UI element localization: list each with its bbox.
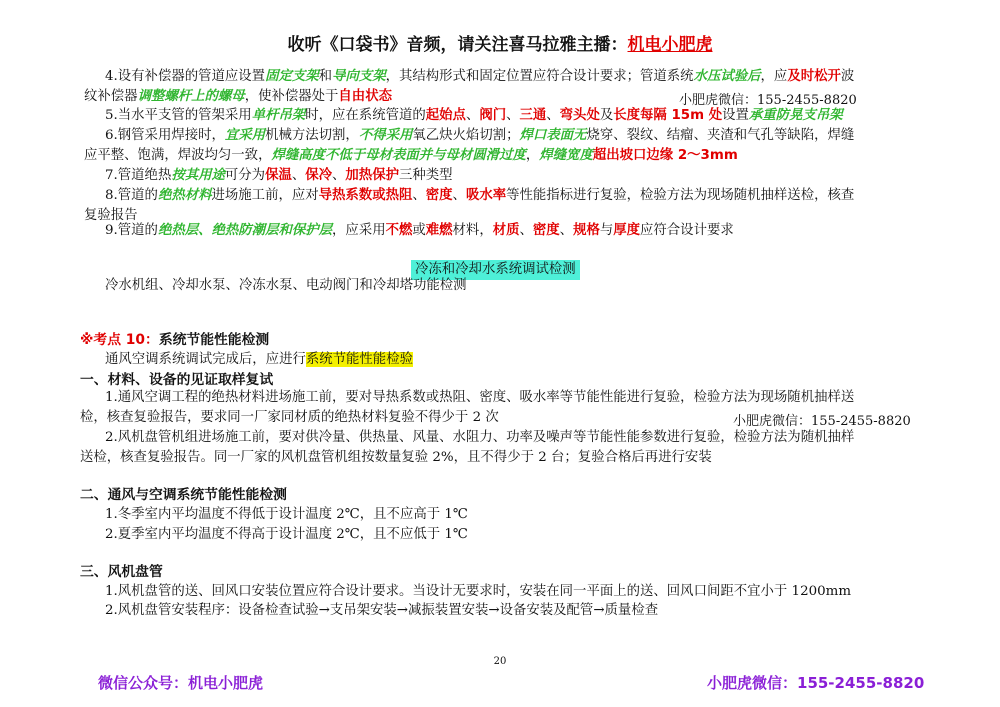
text-run: 、 [519, 223, 533, 238]
s3-p1: 1.风机盘管的送、回风口安装位置应符合设计要求。当设计无要求时，安装在同一平面上的送、回风口间距不宜小于 1200mm [105, 584, 852, 599]
text-run: 系统节能性能检测 [158, 332, 270, 348]
contact-wechat-2: 小肥虎微信：155-2455-8820 [733, 414, 911, 429]
s2-p2: 2.夏季室内平均温度不得高于设计温度 2℃，且不应低于 1℃ [105, 527, 468, 542]
text-run: 设置 [722, 108, 749, 123]
text-run: 及 [599, 108, 614, 123]
text-run: 、 [332, 168, 346, 183]
text-run: 9.管道的 [105, 223, 158, 238]
text-run: 加热保护 [345, 168, 399, 183]
text-run: 密度 [532, 223, 560, 238]
header-prefix: 收听《口袋书》音频，请关注喜马拉雅主播： [287, 35, 628, 55]
text-run: 机械方法切割， [265, 128, 359, 143]
s2-p1: 1.冬季室内平均温度不得低于设计温度 2℃，且不应高于 1℃ [105, 507, 468, 522]
text-run: 、 [506, 108, 520, 123]
text-run: 焊缝高度不低于母材表面并与母材圆滑过度 [271, 148, 526, 163]
text-run: 三通 [519, 108, 547, 123]
text-run: 焊缝宽度 [539, 148, 593, 163]
text-run: 水压试验后 [693, 69, 761, 84]
section-2-title: 二、通风与空调系统节能性能检测 [80, 487, 287, 503]
text-run: 不燃 [385, 223, 413, 238]
text-run: 绝热层、绝热防潮层和保护层 [157, 223, 333, 238]
text-run: 时，应在系统管道的 [305, 108, 426, 123]
text-run: 烧穿、裂纹、结瘤、夹渣和气孔等缺陷，焊缝 [586, 128, 855, 143]
text-run: 保温 [265, 168, 292, 183]
text-run: 可分为 [224, 168, 266, 183]
text-run: 承重防晃支吊架 [748, 108, 843, 123]
text-run: 焊口表面无 [519, 128, 587, 143]
text-run: 导向支架 [332, 69, 386, 84]
text-run: 宜采用 [224, 128, 266, 143]
text-run: 应符合设计要求 [640, 223, 734, 238]
section-3-title: 三、风机盘管 [80, 564, 163, 580]
contact-wechat-1: 小肥虎微信：155-2455-8820 [679, 93, 857, 108]
text-run: 超出坡口边缘 2～3mm [592, 148, 738, 163]
text-run: 8.管道的 [105, 188, 158, 203]
pipe-item-8 [105, 186, 854, 206]
text-run: 纹补偿器 [84, 89, 138, 104]
pipe-item-9 [105, 221, 734, 241]
text-run: 波 [840, 69, 855, 84]
text-run: 与 [599, 223, 614, 238]
text-run: 、 [452, 188, 466, 203]
pipe-item-6-cont [84, 146, 738, 166]
pipe-item-4 [105, 67, 854, 87]
pipe-item-4-cont [84, 87, 392, 107]
text-run: 或 [412, 223, 426, 238]
text-run: 5.当水平支管的管架采用 [105, 108, 252, 123]
text-run: 不得采用 [358, 128, 413, 143]
page-number: 20 [493, 656, 507, 667]
text-run: ，应采用 [332, 223, 386, 238]
pipe-item-5 [105, 106, 843, 126]
cooling-body: 冷水机组、冷却水泵、冷冻水泵、电动阀门和冷却塔功能检测 [105, 278, 467, 293]
pipe-item-6 [105, 126, 854, 146]
text-run: 弯头处 [559, 108, 600, 123]
text-run: 、 [465, 108, 480, 123]
text-run: 绝热材料 [157, 188, 212, 203]
s1-p2a: 2.风机盘管机组进场施工前，要对供冷量、供热量、风量、水阻力、功率及噪声等节能性能参数进行复验，检验方法为随机抽样 [105, 430, 855, 445]
text-run: 厚度 [613, 223, 641, 238]
s1-p1b: 检，核查复验报告，要求同一厂家同材质的绝热材料复验不得少于 2 次 [80, 410, 499, 425]
text-run: 、 [559, 223, 574, 238]
text-run: 难燃 [425, 223, 453, 238]
text-run: 、 [546, 108, 560, 123]
footer-wechat-account: 微信公众号：机电小肥虎 [98, 674, 264, 692]
text-run: 4.设有补偿器的管道应设置 [105, 69, 266, 84]
text-run: ，应 [760, 69, 788, 84]
text-run: 单杆吊架 [251, 108, 306, 123]
cooling-title: 冷冻和冷却水系统调试检测 [411, 260, 580, 280]
page-header [0, 30, 1000, 55]
text-run: ，其结构形式和固定位置应符合设计要求；管道系统 [385, 69, 694, 84]
text-run: 保冷 [305, 168, 333, 183]
text-run: 密度 [425, 188, 453, 203]
text-run: 三种类型 [398, 168, 453, 183]
text-run: 材质 [492, 223, 520, 238]
text-run: 和 [318, 69, 333, 84]
s1-p1a: 1.通风空调工程的绝热材料进场施工前，要对导热系数或热阻、密度、吸水率等节能性能进行复验，检验方法为现场随机抽样送 [105, 390, 855, 405]
text-run: 氧乙炔火焰切割； [412, 128, 520, 143]
kp10-heading [80, 330, 269, 350]
text-run: 系统节能性能检验 [305, 352, 413, 367]
text-run: 阀门 [479, 108, 507, 123]
text-run: 、 [291, 168, 306, 183]
text-run: 按其用途 [171, 168, 225, 183]
text-run: 导热系数或热阻 [318, 188, 413, 203]
text-run: 长度每隔 15m 处 [613, 108, 723, 123]
text-run: 应平整、饱满，焊波均匀一致， [84, 148, 272, 163]
footer-wechat-contact: 小肥虎微信：155-2455-8820 [707, 674, 925, 692]
text-run: 规格 [573, 223, 600, 238]
text-run: 材料， [452, 223, 493, 238]
text-run: ※考点 10： [80, 332, 159, 348]
text-run: 起始点 [425, 108, 466, 123]
s3-p2: 2.风机盘管安装程序：设备检查试验→支吊架安装→减振装置安装→设备安装及配管→质量检查 [105, 603, 659, 618]
text-run: 调整螺杆上的螺母 [137, 89, 245, 104]
text-run: 等性能指标进行复验，检验方法为现场随机抽样送检，核查 [506, 188, 855, 203]
text-run: 自由状态 [338, 89, 392, 104]
text-run: 通风空调系统调试完成后，应进行 [105, 352, 306, 367]
text-run: 吸水率 [465, 188, 507, 203]
text-run: 7.管道绝热 [105, 168, 172, 183]
header-brand-link[interactable]: 机电小肥虎 [627, 35, 713, 55]
kp10-intro [105, 350, 413, 370]
text-run: 进场施工前，应对 [211, 188, 319, 203]
text-run: ， [525, 148, 540, 163]
text-run: 、 [412, 188, 426, 203]
pipe-item-7 [105, 166, 453, 186]
text-run: ，使补偿器处于 [244, 89, 339, 104]
text-run: 固定支架 [265, 69, 319, 84]
section-1-title: 一、材料、设备的见证取样复试 [80, 372, 274, 388]
text-run: 及时松开 [787, 69, 841, 84]
text-run: 6.钢管采用焊接时， [105, 128, 225, 143]
pipe-item-8-cont: 复验报告 [84, 208, 138, 223]
s1-p2b: 送检，核查复验报告。同一厂家的风机盘管机组按数量复验 2%，且不得少于 2 台；复验合格后再进行安装 [80, 450, 712, 465]
